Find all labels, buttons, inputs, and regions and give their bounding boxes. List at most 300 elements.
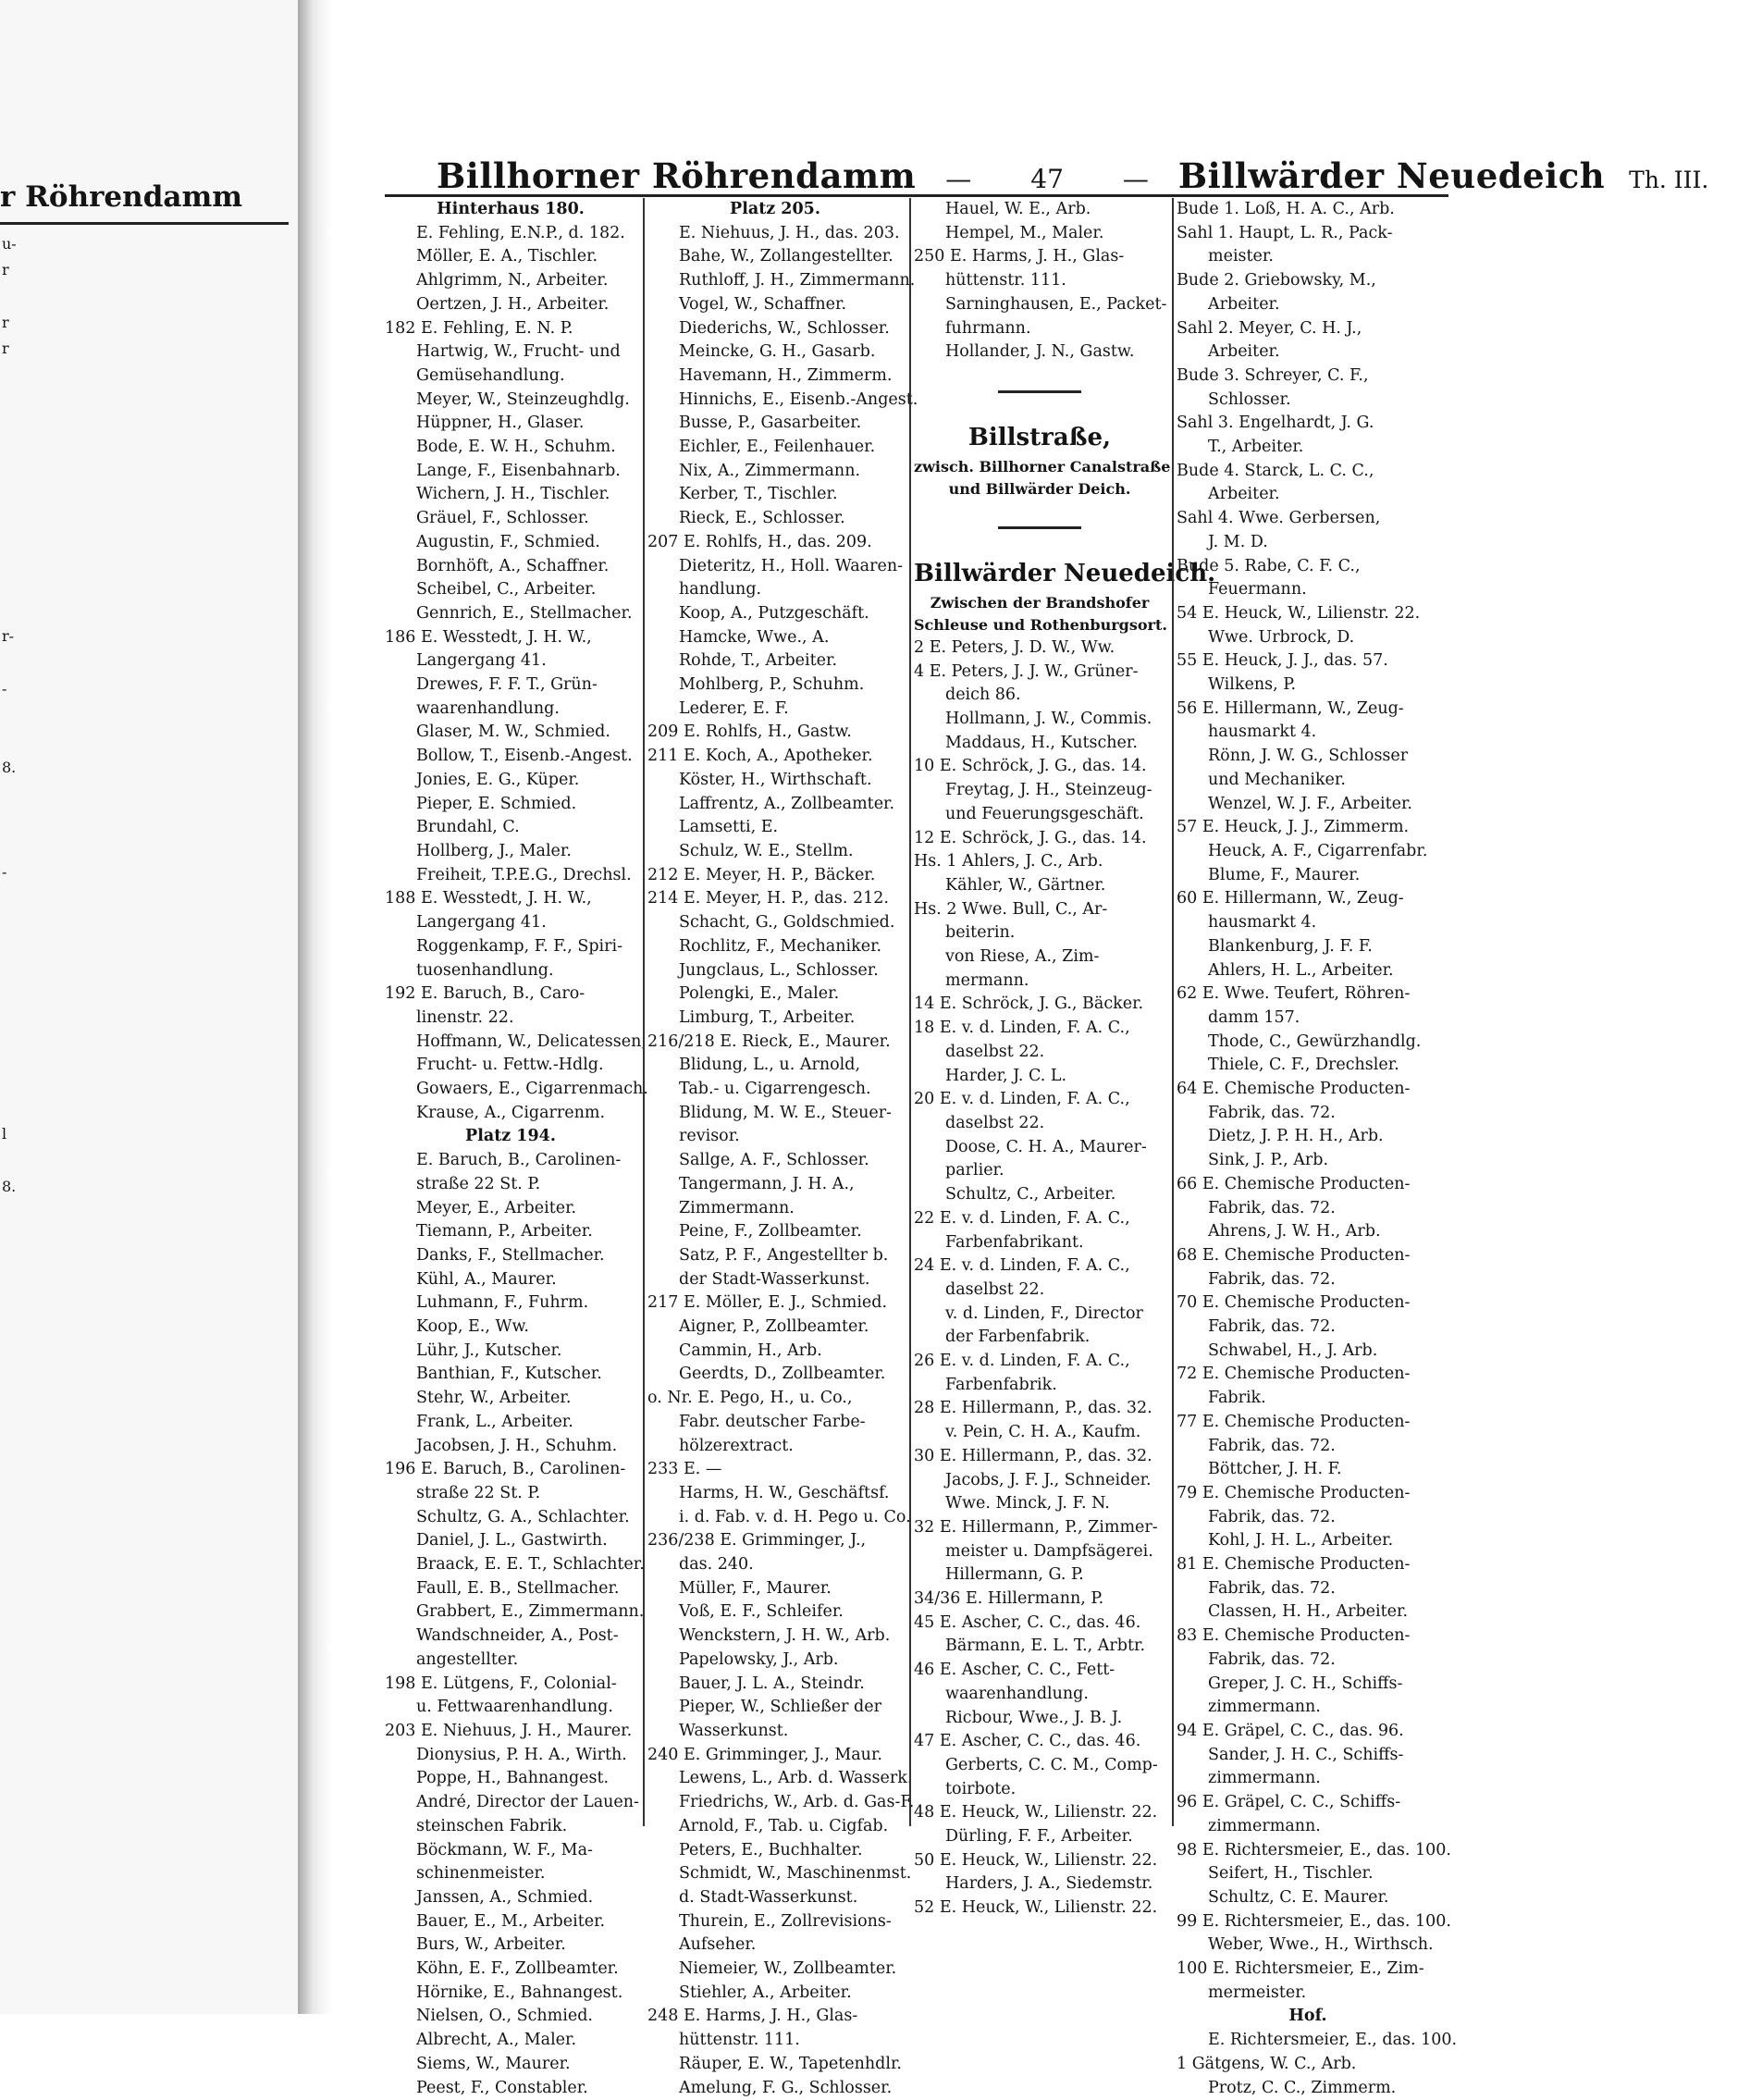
directory-entry: 99 E. Richtersmeier, E., das. 100. [1177, 1911, 1451, 1931]
directory-entry: Hüppner, H., Glaser. [416, 414, 585, 433]
directory-entry: Polengki, E., Maler. [679, 984, 840, 1004]
directory-entry: 62 E. Wwe. Teufert, Röhren- [1177, 984, 1411, 1004]
previous-page-fragment: 8. [2, 758, 17, 776]
directory-entry: 217 E. Möller, E. J., Schmied. [647, 1293, 888, 1313]
directory-entry: Friedrichs, W., Arb. d. Gas-F. [679, 1793, 915, 1812]
directory-entry: Frucht- u. Fettw.-Hdlg. [416, 1056, 604, 1075]
directory-entry: Luhmann, F., Fuhrm. [416, 1293, 589, 1313]
directory-entry: Roggenkamp, F. F., Spiri- [416, 936, 623, 956]
directory-entry: 60 E. Hillermann, W., Zeug- [1177, 889, 1404, 908]
previous-page-fragment [2, 1147, 17, 1173]
directory-entry: Fabrik, das. 72. [1208, 1103, 1336, 1122]
directory-entry: Greper, J. C. H., Schiffs- [1208, 1674, 1403, 1693]
directory-entry: Jonies, E. G., Küper. [416, 770, 580, 789]
previous-page-fragment [2, 991, 17, 1017]
directory-entry: Zimmermann. [679, 1198, 795, 1217]
directory-entry: 26 E. v. d. Linden, F. A. C., [914, 1352, 1130, 1371]
directory-entry: Maddaus, H., Kutscher. [945, 733, 1138, 752]
directory-entry: Glaser, M. W., Schmied. [416, 723, 610, 742]
directory-entry: Drewes, F. F. T., Grün- [416, 675, 598, 695]
directory-entry: Dieteritz, H., Holl. Waaren- [679, 556, 904, 575]
section-heading: Platz 194. [465, 1127, 556, 1146]
directory-entry: Kühl, A., Maurer. [416, 1269, 557, 1289]
directory-entry: Satz, P. F., Angestellter b. [679, 1245, 889, 1265]
directory-entry: toirbote. [945, 1779, 1017, 1798]
directory-entry: Bude 5. Rabe, C. F. C., [1177, 556, 1361, 575]
directory-entry: 77 E. Chemische Producten- [1177, 1412, 1411, 1431]
directory-entry: o. Nr. E. Pego, H., u. Co., [647, 1389, 853, 1408]
directory-entry: Sallge, A. F., Schlosser. [679, 1151, 869, 1170]
directory-entry: 192 E. Baruch, B., Caro- [385, 984, 585, 1004]
directory-entry: 18 E. v. d. Linden, F. A. C., [914, 1019, 1130, 1038]
directory-entry: Meyer, W., Steinzeughdlg. [416, 389, 630, 409]
directory-entry: 196 E. Baruch, B., Carolinen- [385, 1460, 626, 1479]
directory-entry: 81 E. Chemische Producten- [1177, 1555, 1411, 1575]
directory-entry: Dionysius, P. H. A., Wirth. [416, 1745, 627, 1764]
directory-entry: Bärmann, E. L. T., Arbtr. [945, 1637, 1146, 1656]
directory-entry: Danks, F., Stellmacher. [416, 1245, 605, 1265]
street-heading: Billwärder Neuedeich. [914, 559, 1216, 587]
directory-entry: Schulz, W. E., Stellm. [679, 841, 854, 860]
previous-page-fragment [2, 1200, 17, 1226]
directory-entry: Papelowsky, J., Arb. [679, 1649, 839, 1669]
directory-entry: Freytag, J. H., Steinzeug- [945, 781, 1152, 800]
street-subheading: und Billwärder Deich. [948, 479, 1131, 498]
directory-entry: Freiheit, T.P.E.G., Drechsl. [416, 865, 632, 884]
directory-entry: Lewens, L., Arb. d. Wasserk. [679, 1769, 913, 1788]
directory-entry: Fabrik, das. 72. [1208, 1649, 1336, 1669]
directory-entry: Augustin, F., Schmied. [416, 532, 600, 551]
directory-entry: damm 157. [1208, 1007, 1300, 1027]
directory-entry: Albrecht, A., Maler. [416, 2031, 577, 2050]
directory-entry: Burs, W., Arbeiter. [416, 1935, 566, 1955]
directory-entry: hölzerextract. [679, 1436, 794, 1455]
directory-entry: und Mechaniker. [1208, 770, 1346, 789]
directory-entry: Kähler, W., Gärtner. [945, 875, 1106, 895]
directory-entry: Geerdts, D., Zollbeamter. [679, 1365, 886, 1384]
directory-entry: Jacobsen, J. H., Schuhm. [416, 1436, 618, 1455]
header-rule [385, 194, 1448, 197]
previous-page-fragment [2, 414, 17, 440]
directory-entry: Fabrik, das. 72. [1208, 1269, 1336, 1289]
directory-entry: Ricbour, Wwe., J. B. J. [945, 1708, 1123, 1727]
directory-entry: Hillermann, G. P. [945, 1565, 1084, 1585]
previous-page-fragment [2, 1619, 17, 1645]
directory-entry: Wenckstern, J. H. W., Arb. [679, 1626, 891, 1646]
previous-page-fragment [2, 702, 17, 728]
previous-page-fragment [2, 598, 17, 624]
directory-entry: Arbeiter. [1208, 294, 1280, 314]
directory-entry: Köhn, E. F., Zollbeamter. [416, 1959, 619, 1979]
directory-entry: 30 E. Hillermann, P., das. 32. [914, 1446, 1152, 1465]
directory-entry: Langergang 41. [416, 651, 547, 671]
previous-page-fragment [2, 781, 17, 807]
directory-entry: Pieper, W., Schließer der [679, 1698, 881, 1717]
directory-entry: Harder, J. C. L. [945, 1066, 1067, 1085]
previous-page-fragment: 8. [2, 1177, 17, 1195]
directory-entry: 236/238 E. Grimminger, J., [647, 1531, 867, 1550]
directory-entry: Weber, Wwe., H., Wirthsch. [1208, 1935, 1434, 1955]
directory-entry: und Feuerungsgeschäft. [945, 804, 1144, 823]
previous-page-fragment [2, 1514, 17, 1540]
directory-entry: Sahl 2. Meyer, C. H. J., [1177, 318, 1362, 338]
directory-entry: Arbeiter. [1208, 485, 1280, 504]
directory-entry: waarenhandlung. [416, 698, 560, 718]
previous-page-fragment [2, 440, 17, 466]
previous-page-fragment [2, 1698, 17, 1723]
previous-page-fragment [2, 1095, 17, 1121]
directory-entry: Lange, F., Eisenbahnarb. [416, 461, 621, 480]
directory-entry: Sahl 4. Wwe. Gerbersen, [1177, 509, 1381, 528]
running-head [437, 155, 1750, 196]
directory-entry: 22 E. v. d. Linden, F. A. C., [914, 1208, 1130, 1228]
directory-entry: zimmermann. [1208, 1698, 1321, 1717]
directory-entry: Kohl, J. H. L., Arbeiter. [1208, 1531, 1394, 1550]
directory-entry: 68 E. Chemische Producten- [1177, 1245, 1411, 1265]
street-heading: Billstraße, [967, 423, 1112, 451]
directory-entry: Blankenburg, J. F. F. [1208, 936, 1373, 956]
directory-entry: Fabrik, das. 72. [1208, 1578, 1336, 1598]
previous-page-fragment [2, 1357, 17, 1383]
directory-entry: Doose, C. H. A., Maurer- [945, 1137, 1147, 1156]
directory-entry: 12 E. Schröck, J. G., das. 14. [914, 828, 1147, 847]
directory-entry: Thode, C., Gewürzhandlg. [1208, 1031, 1422, 1051]
directory-entry: 214 E. Meyer, H. P., das. 212. [647, 889, 889, 908]
previous-page-fragment [2, 1723, 17, 1749]
previous-page-fragment [2, 467, 17, 493]
directory-entry: linenstr. 22. [416, 1007, 514, 1027]
directory-entry: Sink, J. P., Arb. [1208, 1151, 1329, 1170]
directory-column-2 [647, 198, 918, 2097]
directory-entry: Sahl 1. Haupt, L. R., Pack- [1177, 223, 1393, 242]
directory-entry: Siems, W., Maurer. [416, 2054, 571, 2073]
previous-page-fragment [2, 1566, 17, 1592]
directory-entry: 66 E. Chemische Producten- [1177, 1174, 1411, 1193]
directory-entry: Hinnichs, E., Eisenb.-Angest. [679, 389, 918, 409]
directory-entry: Schwabel, H., J. Arb. [1208, 1340, 1378, 1360]
directory-entry: Fabrik, das. 72. [1208, 1436, 1336, 1455]
directory-entry: Wilkens, P. [1208, 675, 1297, 695]
previous-page-fragment [2, 519, 17, 545]
directory-entry: hüttenstr. 111. [679, 2031, 800, 2050]
running-head-part: Th. III. [1629, 167, 1709, 193]
previous-page-fragment: - [2, 863, 7, 882]
directory-entry: Gräuel, F., Schlosser. [416, 509, 589, 528]
directory-entry: 14 E. Schröck, J. G., Bäcker. [914, 994, 1144, 1014]
directory-entry: Bude 2. Griebowsky, M., [1177, 271, 1376, 290]
directory-entry: hausmarkt 4. [1208, 913, 1317, 933]
column-divider [909, 198, 911, 1826]
directory-entry: mermann. [945, 970, 1029, 990]
directory-entry: 32 E. Hillermann, P., Zimmer- [914, 1517, 1158, 1537]
directory-entry: beiterin. [945, 923, 1016, 943]
directory-entry: Rönn, J. W. G., Schlosser [1208, 747, 1409, 766]
directory-entry: E. Baruch, B., Carolinen- [416, 1151, 622, 1170]
previous-page-rule [0, 222, 289, 225]
previous-page-fragment [2, 964, 17, 990]
directory-entry: 198 E. Lütgens, F., Colonial- [385, 1674, 617, 1693]
directory-entry: Faull, E. B., Stellmacher. [416, 1578, 620, 1598]
directory-entry: E. Niehuus, J. H., das. 203. [679, 223, 900, 242]
directory-entry: daselbst 22. [945, 1042, 1045, 1061]
directory-entry: Ruthloff, J. H., Zimmermann. [679, 271, 916, 290]
directory-entry: Dietz, J. P. H. H., Arb. [1208, 1127, 1384, 1146]
directory-entry: Schultz, C., Arbeiter. [945, 1185, 1116, 1204]
directory-entry: Möller, E. A., Tischler. [416, 247, 598, 266]
directory-entry: Niemeier, W., Zollbeamter. [679, 1959, 897, 1979]
directory-entry: Nielsen, O., Schmied. [416, 2007, 593, 2026]
directory-entry: Oertzen, J. H., Arbeiter. [416, 294, 610, 314]
directory-entry: revisor. [679, 1127, 740, 1146]
directory-entry: Farbenfabrikant. [945, 1232, 1084, 1252]
directory-entry: schinenmeister. [416, 1864, 546, 1884]
directory-entry: Wasserkunst. [679, 1722, 789, 1740]
directory-entry: Lühr, J., Kutscher. [416, 1340, 562, 1360]
previous-page-fragment [2, 1043, 17, 1069]
directory-entry: Bauer, J. L. A., Steindr. [679, 1674, 865, 1693]
section-heading: Hof. [1288, 2007, 1327, 2026]
directory-entry: Peine, F., Zollbeamter. [679, 1222, 862, 1241]
directory-entry: angestellter. [416, 1649, 519, 1669]
page-number: 47 [1030, 164, 1064, 194]
directory-entry: 54 E. Heuck, W., Lilienstr. 22. [1177, 603, 1421, 623]
directory-entry: 188 E. Wesstedt, J. H. W., [385, 889, 592, 908]
directory-entry: 52 E. Heuck, W., Lilienstr. 22. [914, 1898, 1158, 1918]
previous-page-fragment [2, 284, 17, 310]
directory-entry: Meyer, E., Arbeiter. [416, 1198, 577, 1217]
section-heading: Hinterhaus 180. [437, 200, 585, 218]
directory-entry: Brundahl, C. [416, 818, 520, 837]
directory-entry: zimmermann. [1208, 1769, 1321, 1788]
directory-entry: 182 E. Fehling, E. N. P. [385, 318, 573, 338]
directory-entry: 34/36 E. Hillermann, P. [914, 1589, 1104, 1609]
previous-page-fragment: r [2, 261, 9, 279]
previous-page-fragment [2, 1279, 17, 1304]
directory-entry: 45 E. Ascher, C. C., das. 46. [914, 1612, 1141, 1632]
directory-entry: hausmarkt 4. [1208, 723, 1317, 742]
directory-entry: 209 E. Rohlfs, H., Gastw. [647, 723, 852, 742]
directory-entry: Nix, A., Zimmermann. [679, 461, 861, 480]
directory-entry: Grabbert, E., Zimmermann. [416, 1602, 645, 1622]
directory-entry: 100 E. Richtersmeier, E., Zim- [1177, 1959, 1424, 1979]
directory-entry: Lamsetti, E. [679, 818, 779, 837]
directory-entry: Böckmann, W. F., Ma- [416, 1840, 593, 1859]
directory-entry: Schultz, C. E. Maurer. [1208, 1887, 1389, 1907]
directory-entry: E. Richtersmeier, E., das. 100. [1208, 2031, 1458, 2050]
previous-page-fragments [2, 231, 17, 1749]
directory-entry: Ahlers, H. L., Arbeiter. [1208, 960, 1394, 980]
directory-entry: Heuck, A. F., Cigarrenfabr. [1208, 841, 1428, 860]
directory-entry: Bude 1. Loß, H. A. C., Arb. [1177, 200, 1395, 218]
directory-entry: 4 E. Peters, J. J. W., Grüner- [914, 661, 1139, 681]
directory-entry: 20 E. v. d. Linden, F. A. C., [914, 1090, 1130, 1109]
directory-entry: Tab.- u. Cigarrengesch. [679, 1080, 871, 1099]
directory-entry: Laffrentz, A., Zollbeamter. [679, 794, 895, 813]
directory-entry: 46 E. Ascher, C. C., Fett- [914, 1661, 1115, 1680]
directory-entry: Koop, E., Ww. [416, 1317, 529, 1337]
directory-page [333, 0, 1709, 2097]
directory-entry: Krause, A., Cigarrenm. [416, 1103, 606, 1122]
directory-entry: meister u. Dampfsägerei. [945, 1541, 1153, 1561]
directory-entry: Wwe. Minck, J. F. N. [945, 1494, 1110, 1513]
directory-entry: daselbst 22. [945, 1279, 1045, 1299]
directory-entry: Stehr, W., Arbeiter. [416, 1389, 572, 1408]
running-head-dash-right: — [1122, 164, 1149, 194]
directory-entry: Fabrik, das. 72. [1208, 1317, 1336, 1337]
directory-entry: Fabrik. [1208, 1389, 1266, 1408]
directory-entry: Langergang 41. [416, 913, 547, 933]
directory-entry: Havemann, H., Zimmerm. [679, 365, 893, 385]
directory-entry: Aufseher. [679, 1935, 757, 1955]
directory-entry: Fabr. deutscher Farbe- [679, 1412, 866, 1431]
directory-entry: Schultz, G. A., Schlachter. [416, 1507, 630, 1526]
directory-entry: 79 E. Chemische Producten- [1177, 1483, 1411, 1502]
directory-entry: Harders, J. A., Siedemstr. [945, 1874, 1153, 1894]
directory-entry: 24 E. v. d. Linden, F. A. C., [914, 1256, 1130, 1276]
directory-entry: fuhrmann. [945, 318, 1031, 338]
directory-entry: 250 E. Harms, J. H., Glas- [914, 247, 1125, 266]
directory-entry: Ahlgrimm, N., Arbeiter. [416, 271, 609, 290]
directory-entry: 94 E. Gräpel, C. C., das. 96. [1177, 1722, 1404, 1740]
directory-entry: Fabrik, das. 72. [1208, 1507, 1336, 1526]
directory-entry: mermeister. [1208, 1983, 1307, 2002]
directory-entry: 240 E. Grimminger, J., Maur. [647, 1745, 882, 1764]
previous-page-fragment [2, 1253, 17, 1279]
directory-entry: 64 E. Chemische Producten- [1177, 1080, 1411, 1099]
previous-page-heading: r Röhrendamm [0, 180, 243, 214]
directory-entry: Arbeiter. [1208, 342, 1280, 362]
directory-entry: Farbenfabrik. [945, 1375, 1057, 1394]
directory-entry: E. Fehling, E.N.P., d. 182. [416, 223, 625, 242]
directory-entry: Hollberg, J., Maler. [416, 841, 572, 860]
directory-entry: 57 E. Heuck, J. J., Zimmerm. [1177, 818, 1410, 837]
directory-entry: Wwe. Urbrock, D. [1208, 627, 1355, 647]
directory-entry: Bauer, E., M., Arbeiter. [416, 1911, 606, 1931]
directory-column-1 [385, 198, 648, 2097]
directory-entry: Vogel, W., Schaffner. [679, 294, 847, 314]
directory-entry: tuosenhandlung. [416, 960, 554, 980]
directory-entry: 1 Gätgens, W. C., Arb. [1177, 2054, 1357, 2073]
directory-entry: Banthian, F., Kutscher. [416, 1365, 602, 1384]
directory-entry: Schmidt, W., Maschinenmst. [679, 1864, 912, 1884]
directory-entry: André, Director der Lauen- [416, 1793, 639, 1812]
directory-entry: v. Pein, C. H. A., Kaufm. [945, 1423, 1141, 1442]
directory-entry: Cammin, H., Arb. [679, 1340, 822, 1360]
street-subheading: Schleuse und Rothenburgsort. [914, 615, 1167, 634]
directory-entry: 50 E. Heuck, W., Lilienstr. 22. [914, 1850, 1158, 1870]
directory-entry: d. Stadt-Wasserkunst. [679, 1887, 858, 1907]
directory-entry: J. M. D. [1208, 532, 1268, 551]
directory-entry: 72 E. Chemische Producten- [1177, 1365, 1411, 1384]
directory-entry: Feuermann. [1208, 580, 1307, 599]
directory-entry: der Stadt-Wasserkunst. [679, 1269, 870, 1289]
directory-entry: Bahe, W., Zollangestellter. [679, 247, 893, 266]
previous-page-fragment [2, 362, 17, 388]
previous-page-fragment [2, 1330, 17, 1356]
directory-entry: Lederer, E. F. [679, 698, 789, 718]
directory-entry: Koop, A., Putzgeschäft. [679, 603, 869, 623]
directory-entry: Räuper, E. W., Tapetenhdlr. [679, 2054, 902, 2073]
previous-page-fragment: r- [2, 627, 15, 646]
directory-entry: straße 22 St. P. [416, 1174, 541, 1193]
directory-entry: Stiehler, A., Arbeiter. [679, 1983, 852, 2002]
directory-entry: Dürling, F. F., Arbeiter. [945, 1827, 1133, 1847]
directory-entry: Hauel, W. E., Arb. [945, 200, 1091, 218]
directory-entry: Gennrich, E., Stellmacher. [416, 603, 633, 623]
directory-entry: Hempel, M., Maler. [945, 223, 1104, 242]
directory-column-4 [1177, 198, 1458, 2097]
directory-entry: Braack, E. E. T., Schlachter. [416, 1555, 645, 1575]
street-subheading: zwisch. Billhorner Canalstraße [914, 457, 1171, 476]
directory-entry: Köster, H., Wirthschaft. [679, 770, 872, 789]
directory-entry: u. Fettwaarenhandlung. [416, 1698, 613, 1717]
section-separator [998, 526, 1081, 529]
directory-entry: Mohlberg, P., Schuhm. [679, 675, 865, 695]
directory-entry: deich 86. [945, 686, 1021, 705]
directory-entry: Limburg, T., Arbeiter. [679, 1007, 856, 1027]
directory-entry: 70 E. Chemische Producten- [1177, 1293, 1411, 1313]
directory-entry: Harms, H. W., Geschäftsf. [679, 1483, 890, 1502]
previous-page-fragment [2, 729, 17, 755]
directory-entry: waarenhandlung. [945, 1684, 1089, 1703]
directory-entry: 55 E. Heuck, J. J., das. 57. [1177, 651, 1388, 671]
section-separator [998, 390, 1081, 393]
directory-entry: 207 E. Rohlfs, H., das. 209. [647, 532, 872, 551]
previous-page-fragment [2, 1304, 17, 1330]
directory-entry: Wichern, J. H., Tischler. [416, 485, 610, 504]
previous-page-fragment [2, 389, 17, 414]
previous-page-fragment [2, 1462, 17, 1488]
directory-entry: daselbst 22. [945, 1113, 1045, 1132]
directory-entry: parlier. [945, 1161, 1004, 1180]
directory-entry: 28 E. Hillermann, P., das. 32. [914, 1399, 1152, 1418]
directory-entry: Daniel, J. L., Gastwirth. [416, 1531, 608, 1550]
previous-page-fragment [2, 1592, 17, 1618]
directory-entry: 83 E. Chemische Producten- [1177, 1626, 1411, 1646]
previous-page-fragment [2, 1069, 17, 1095]
previous-page-fragment [2, 1645, 17, 1671]
directory-entry: Müller, F., Maurer. [679, 1578, 832, 1598]
directory-entry: Gemüsehandlung. [416, 365, 565, 385]
directory-entry: steinschen Fabrik. [416, 1816, 568, 1835]
directory-entry: Gerberts, C. C. M., Comp- [945, 1755, 1158, 1774]
directory-entry: Sahl 3. Engelhardt, J. G. [1177, 414, 1374, 433]
directory-entry: Hs. 2 Wwe. Bull, C., Ar- [914, 899, 1108, 919]
directory-entry: Sander, J. H. C., Schiffs- [1208, 1745, 1404, 1764]
previous-page-fragment [2, 1409, 17, 1435]
directory-entry: Scheibel, C., Arbeiter. [416, 580, 597, 599]
directory-entry: 186 E. Wesstedt, J. H. W., [385, 627, 592, 647]
previous-page-fragment [2, 885, 17, 911]
directory-entry: Bude 4. Starck, L. C. C., [1177, 461, 1374, 480]
previous-page-fragment [2, 546, 17, 572]
directory-entry: Tangermann, J. H. A., [679, 1174, 855, 1193]
directory-entry: Janssen, A., Schmied. [416, 1887, 594, 1907]
directory-entry: Peest, F., Constabler. [416, 2078, 588, 2097]
directory-entry: 211 E. Koch, A., Apotheker. [647, 747, 873, 766]
section-heading: Platz 205. [730, 200, 820, 218]
directory-entry: 233 E. — [647, 1460, 722, 1479]
previous-page-fragment [2, 1540, 17, 1566]
directory-entry: Pieper, E. Schmied. [416, 794, 577, 813]
directory-entry: Gowaers, E., Cigarrenmach. [416, 1080, 648, 1099]
running-head-dash-left: — [945, 164, 972, 194]
previous-page-fragment [2, 912, 17, 938]
directory-entry: 48 E. Heuck, W., Lilienstr. 22. [914, 1803, 1158, 1822]
directory-entry: Bollow, T., Eisenb.-Angest. [416, 747, 633, 766]
directory-entry: Voß, E. F., Schleifer. [679, 1602, 844, 1622]
previous-page-fragment [2, 572, 17, 598]
